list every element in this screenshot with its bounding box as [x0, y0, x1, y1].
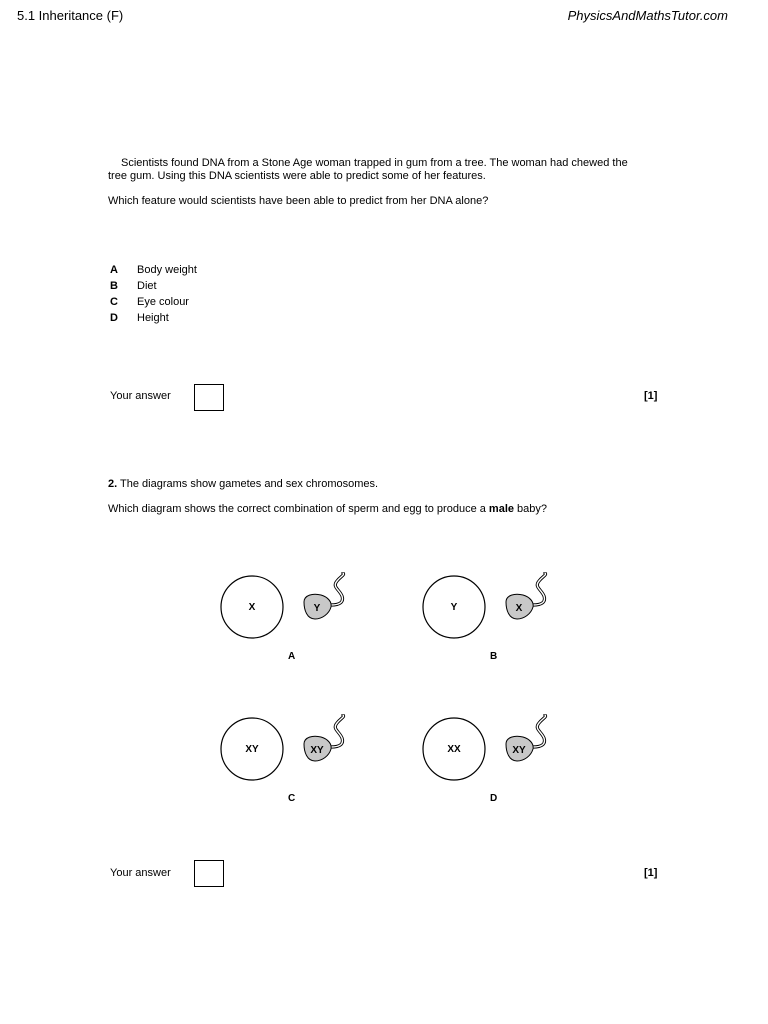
sperm-chromosome-label: XY [512, 745, 526, 756]
q2-question [108, 503, 668, 516]
q1-marks: [1] [644, 390, 658, 402]
q1-option-c-text: Eye colour [137, 296, 189, 308]
q2-number: 2. [108, 478, 118, 490]
sperm-chromosome-label: X [515, 603, 523, 614]
q1-question: Which feature would scientists have been able to predict from her DNA alone? [108, 195, 489, 207]
diagram-letter: D [490, 793, 498, 804]
sperm-chromosome-label: XY [310, 745, 324, 756]
egg-chromosome-label: XX [447, 744, 461, 755]
gamete-pair-2 [218, 714, 368, 784]
egg-chromosome-label: XY [245, 744, 259, 755]
q2-question-bold: male [488, 503, 514, 515]
gamete-pair-1 [420, 572, 570, 642]
q1-answer-box[interactable] [194, 384, 224, 411]
q1-option-b-text: Diet [137, 280, 157, 292]
q1-stem-line1: Scientists found DNA from a Stone Age woman trapped in gum from a tree. The woman had chewed the [121, 157, 628, 169]
egg-chromosome-label: X [248, 602, 256, 613]
q1-option-d-text: Height [137, 312, 169, 324]
q2-question-post: baby? [514, 503, 548, 515]
egg-chromosome-label: Y [450, 602, 458, 613]
q1-stem-line2: tree gum. Using this DNA scientists were able to predict some of her features. [108, 170, 486, 182]
site-name: PhysicsAndMathsTutor.com [567, 8, 728, 23]
q2-answer-label: Your answer [110, 867, 171, 879]
q2-marks: [1] [644, 867, 658, 879]
gamete-pair-3 [420, 714, 570, 784]
gamete-pair-0 [218, 572, 368, 642]
q2-question-pre: Which diagram shows the correct combination of sperm and egg to produce a [108, 503, 489, 515]
q1-option-b-letter: B [110, 280, 118, 292]
q1-option-a-text: Body weight [137, 264, 197, 276]
diagram-letter: C [288, 793, 296, 804]
diagram-2 [218, 714, 368, 814]
sperm-chromosome-label: Y [313, 603, 321, 614]
q2-answer-box[interactable] [194, 860, 224, 887]
diagram-0 [218, 572, 368, 672]
q1-answer-label: Your answer [110, 390, 171, 402]
q1-stem [108, 157, 668, 183]
page-topic: 5.1 Inheritance (F) [17, 8, 124, 23]
diagram-letter: A [288, 651, 296, 662]
q1-option-a-letter: A [110, 264, 118, 276]
q2-stem-text: The diagrams show gametes and sex chromosomes. [120, 478, 379, 490]
q1-option-c-letter: C [110, 296, 118, 308]
q1-option-d-letter: D [110, 312, 118, 324]
q2-stem [108, 478, 668, 491]
diagram-1 [420, 572, 570, 672]
diagram-3 [420, 714, 570, 814]
diagram-letter: B [490, 651, 498, 662]
